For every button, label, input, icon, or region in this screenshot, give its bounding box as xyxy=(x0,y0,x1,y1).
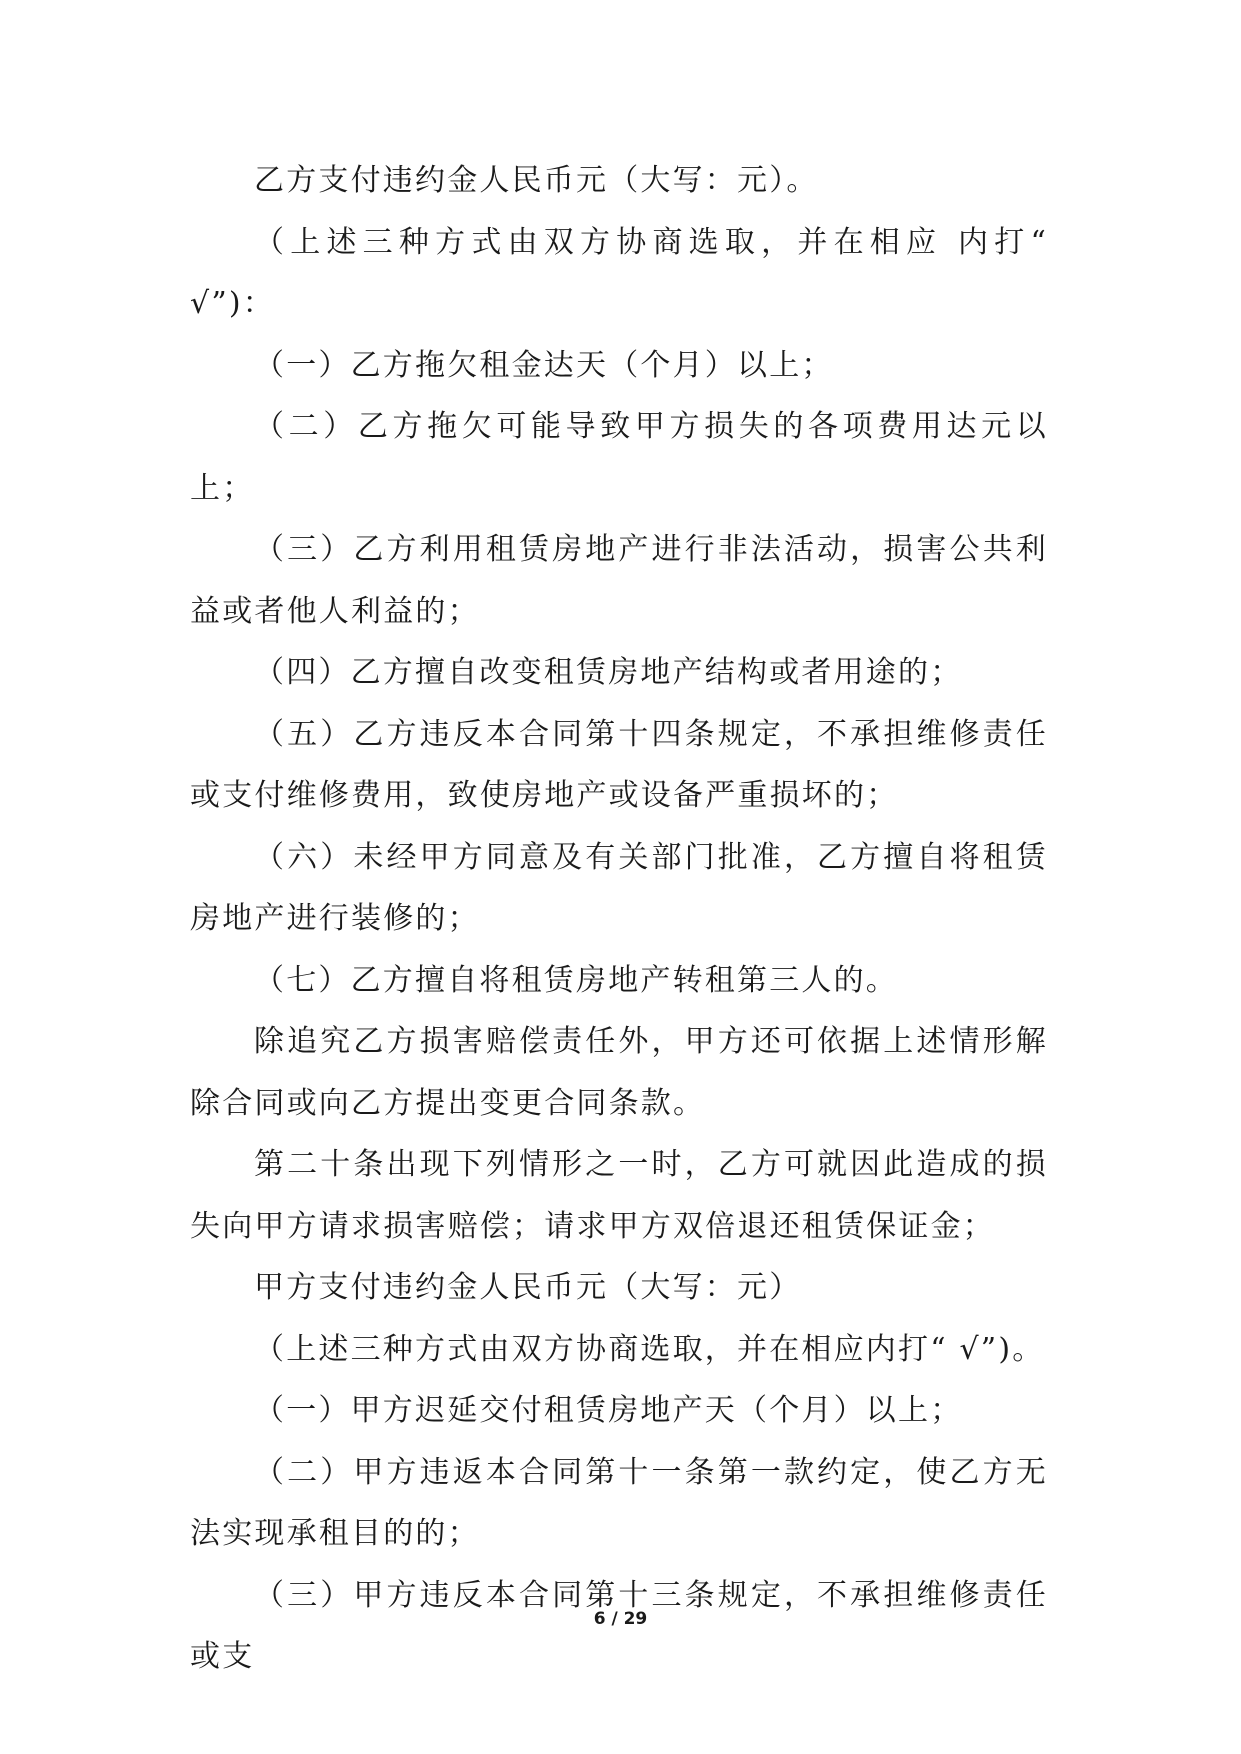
paragraph: （三）甲方违反本合同第十三条规定，不承担维修责任或支 xyxy=(190,1577,1048,1674)
paragraph: （四）乙方擅自改变租赁房地产结构或者用途的； xyxy=(254,655,963,690)
document-body xyxy=(190,150,1048,1688)
paragraph: （一）乙方拖欠租金达天（个月）以上； xyxy=(254,347,834,383)
paragraph: （一）甲方迟延交付租赁房地产天（个月）以上； xyxy=(254,1393,963,1428)
paragraph: （三）乙方利用租赁房地产进行非法活动，损害公共利益或者他人利益的； xyxy=(190,532,1048,629)
paragraph: （二）乙方拖欠可能导致甲方损失的各项费用达元以上； xyxy=(190,409,1048,506)
paragraph: （二）甲方违返本合同第十一条第一款约定，使乙方无法实现承租目的的； xyxy=(190,1454,1048,1551)
page-number: 6 / 29 xyxy=(593,1609,648,1629)
paragraph: （六）未经甲方同意及有关部门批准，乙方擅自将租赁房地产进行装修的； xyxy=(190,839,1048,936)
paragraph: （五）乙方违反本合同第十四条规定，不承担维修责任或支付维修费用，致使房地产或设备严重损坏的； xyxy=(190,716,1048,813)
paragraph: 甲方支付违约金人民币元（大写：元） xyxy=(254,1270,802,1305)
paragraph: （上述三种方式由双方协商选取，并在相应 内打“ √”)： xyxy=(190,224,1048,321)
paragraph: 第二十条出现下列情形之一时，乙方可就因此造成的损失向甲方请求损害赔偿；请求甲方双倍退还租赁保证金； xyxy=(190,1147,1048,1244)
paragraph: （上述三种方式由双方协商选取，并在相应内打“ √”)。 xyxy=(254,1331,1045,1367)
paragraph: 乙方支付违约金人民币元（大写：元）。 xyxy=(254,163,819,198)
paragraph: （七）乙方擅自将租赁房地产转租第三人的。 xyxy=(254,962,898,998)
paragraph: 除追究乙方损害赔偿责任外，甲方还可依据上述情形解除合同或向乙方提出变更合同条款。 xyxy=(190,1024,1048,1121)
